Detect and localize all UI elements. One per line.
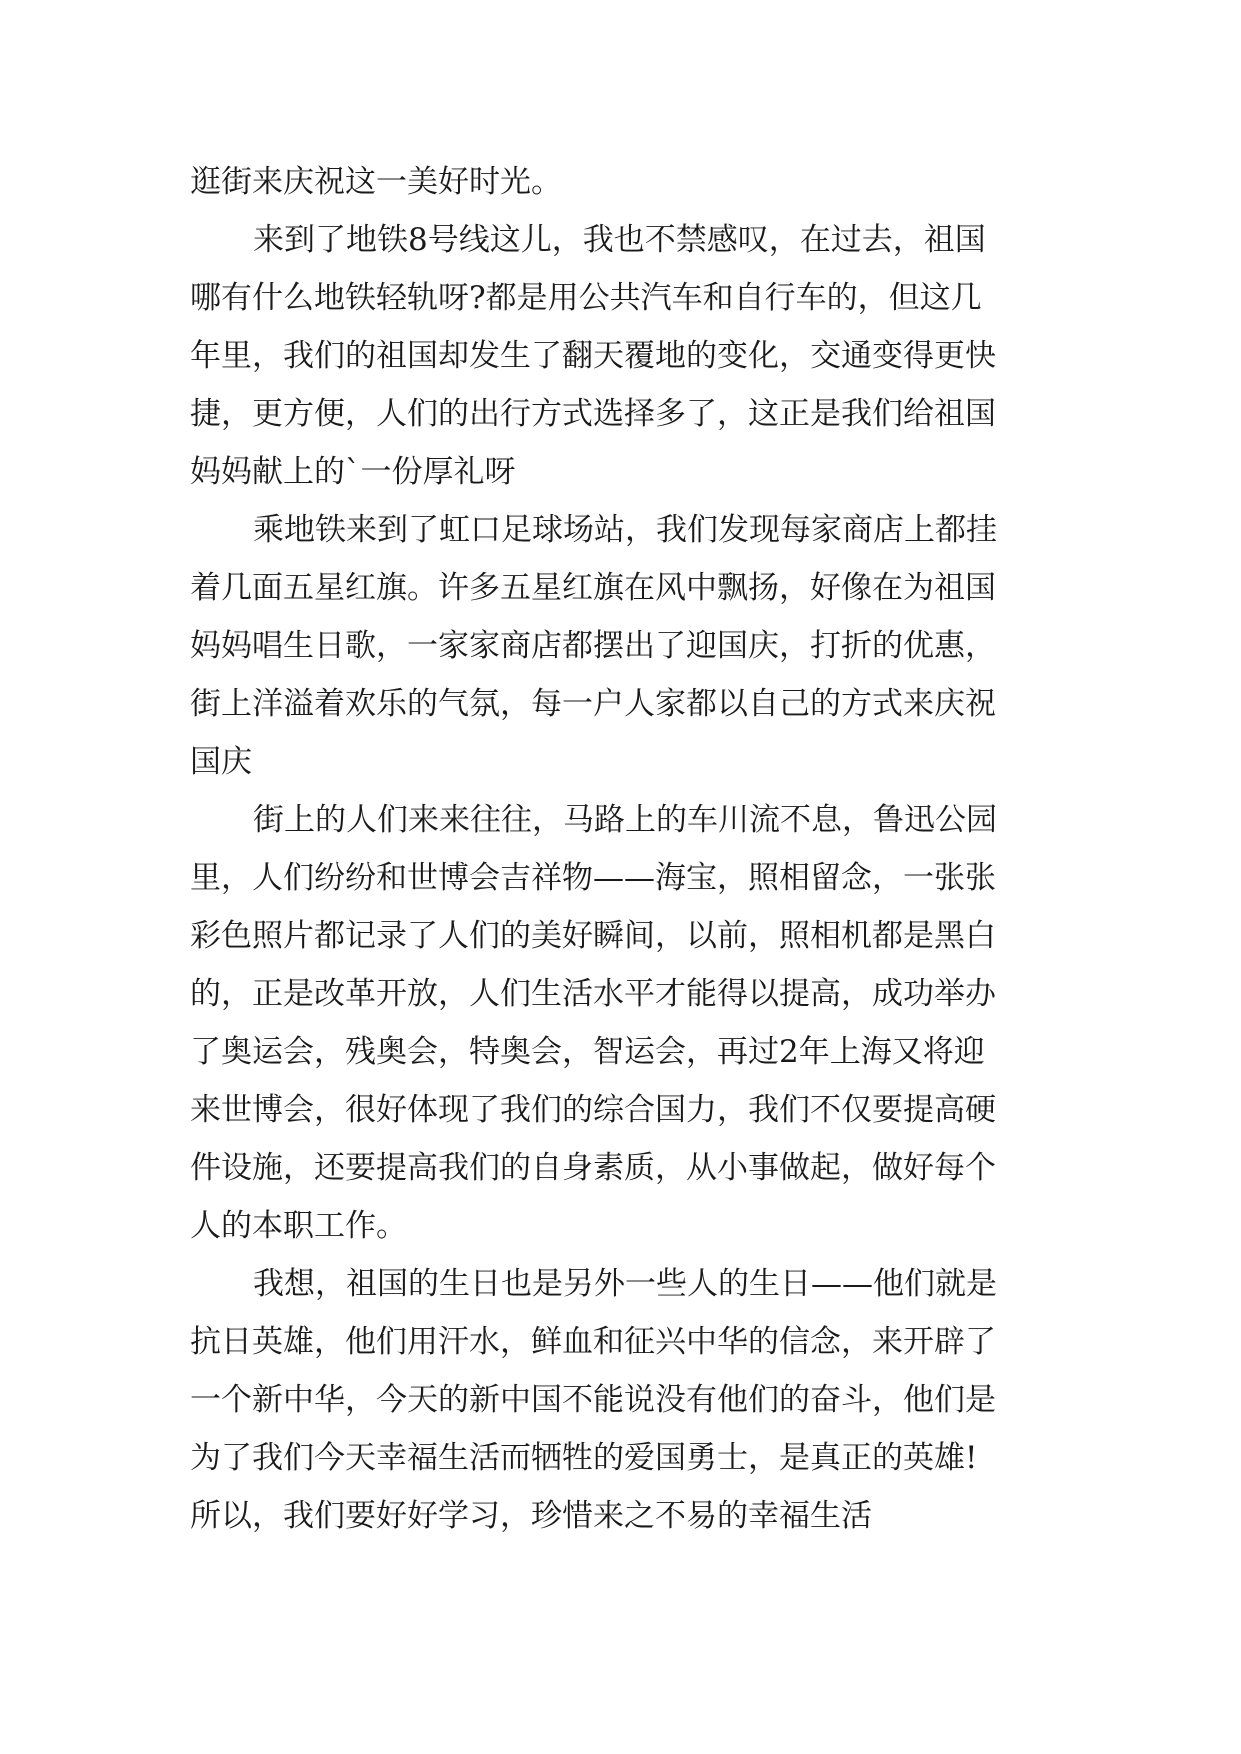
text-line: 彩色照片都记录了人们的美好瞬间，以前，照相机都是黑白 [190, 918, 996, 954]
text-line: 人的本职工作。 [190, 1208, 407, 1244]
text-line: 妈妈唱生日歌，一家家商店都摆出了迎国庆，打折的优惠， [190, 628, 996, 664]
text-line: 了奥运会，残奥会，特奥会，智运会，再过2年上海又将迎 [190, 1034, 985, 1070]
text-line: 街上洋溢着欢乐的气氛，每一户人家都以自己的方式来庆祝 [190, 686, 996, 722]
text-line: 年里，我们的祖国却发生了翻天覆地的变化，交通变得更快 [190, 338, 996, 374]
text-line: 抗日英雄，他们用汗水，鲜血和征兴中华的信念，来开辟了 [190, 1324, 996, 1360]
text-line: 妈妈献上的`一份厚礼呀 [190, 454, 516, 490]
text-line: 的，正是改革开放，人们生活水平才能得以提高，成功举办 [190, 976, 996, 1012]
text-line: 里，人们纷纷和世博会吉祥物——海宝，照相留念，一张张 [190, 860, 996, 896]
text-line: 逛街来庆祝这一美好时光。 [190, 164, 562, 200]
text-line: 国庆 [190, 744, 252, 780]
text-line: 来世博会，很好体现了我们的综合国力，我们不仅要提高硬 [190, 1092, 996, 1128]
text-line: 一个新中华，今天的新中国不能说没有他们的奋斗，他们是 [190, 1382, 996, 1418]
paragraph-first-line: 乘地铁来到了虹口足球场站，我们发现每家商店上都挂 [253, 512, 997, 548]
paragraph-first-line: 来到了地铁8号线这儿，我也不禁感叹，在过去，祖国 [253, 222, 986, 258]
text-line: 为了我们今天幸福生活而牺牲的爱国勇士，是真正的英雄! [190, 1440, 978, 1476]
text-line: 件设施，还要提高我们的自身素质，从小事做起，做好每个 [190, 1150, 996, 1186]
paragraph-first-line: 我想，祖国的生日也是另外一些人的生日——他们就是 [253, 1266, 997, 1302]
text-line: 着几面五星红旗。许多五星红旗在风中飘扬，好像在为祖国 [190, 570, 996, 606]
text-line: 哪有什么地铁轻轨呀?都是用公共汽车和自行车的，但这几 [190, 280, 982, 316]
paragraph-first-line: 街上的人们来来往往，马路上的车川流不息，鲁迅公园 [253, 802, 997, 838]
text-line: 所以，我们要好好学习，珍惜来之不易的幸福生活 [190, 1498, 872, 1534]
text-line: 捷，更方便，人们的出行方式选择多了，这正是我们给祖国 [190, 396, 996, 432]
